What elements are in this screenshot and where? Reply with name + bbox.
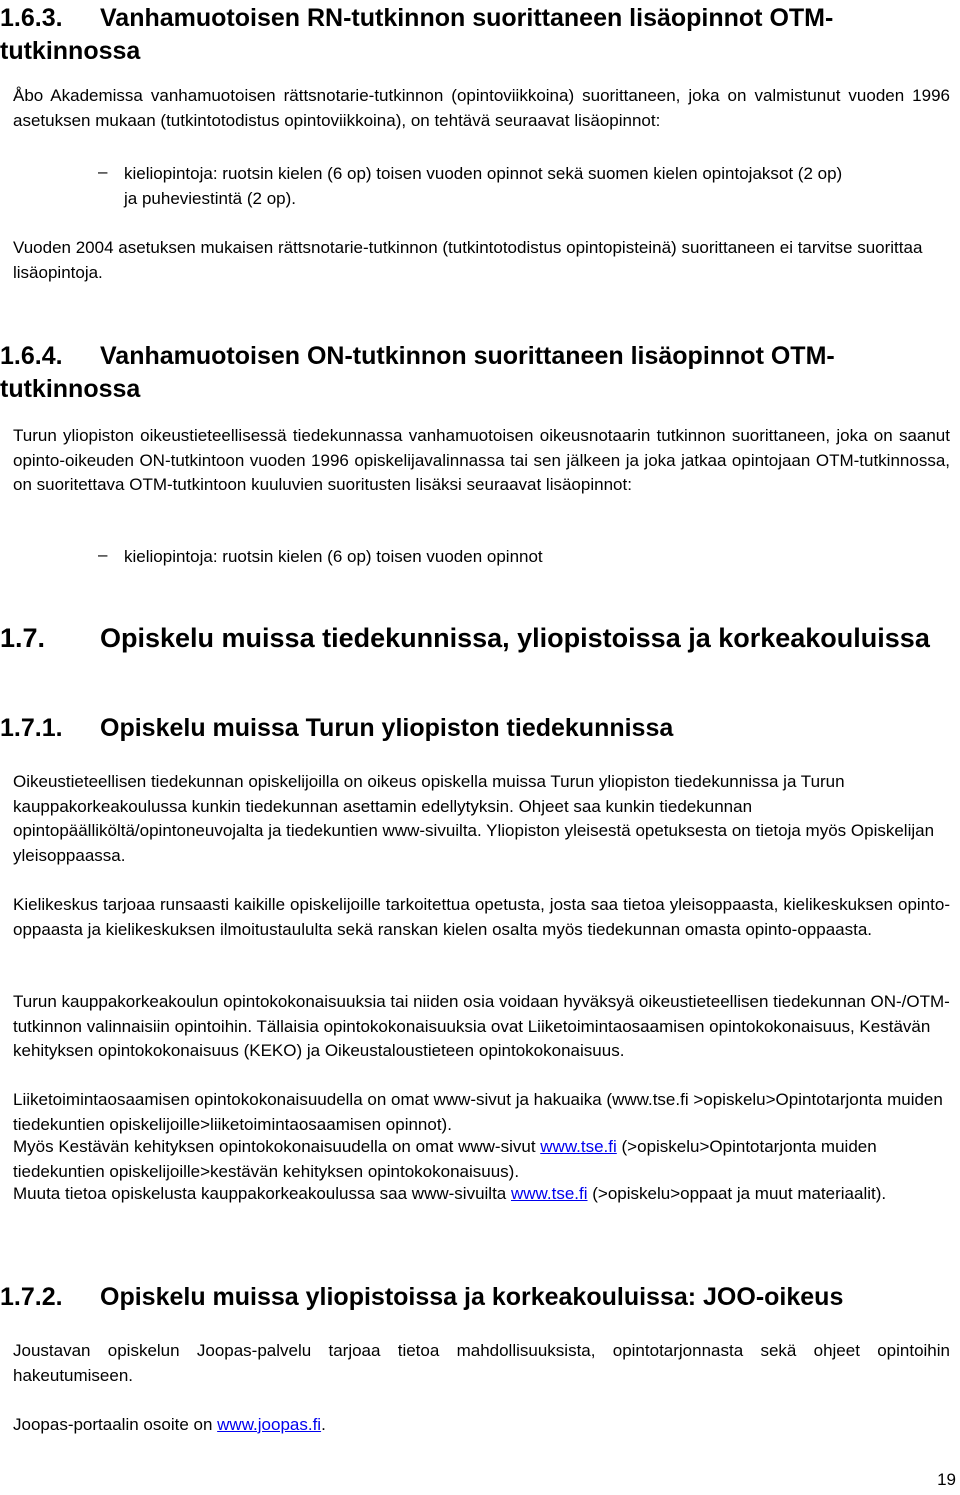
text: (>opiskelu>Opintotarjonta muiden tiedekuntien opiskelijoille>kestävän kehityksen opintokokonaisuus). — [13, 1137, 877, 1181]
paragraph-muut-tiedekunnat: Oikeustieteellisen tiedekunnan opiskelijoilla on oikeus opiskella muissa Turun yliopiston tiedekunnissa ja Turun kauppakorkeakoulussa kunkin tiedekunnan asettamin edellytyksin. Ohjeet saa kunkin tiedekunnan opintopäälliköltä/opintoneuvojalta ja tiedekuntien www-sivuilta. Yliopiston yleisestä opetuksesta on tietoja myös Opiskelijan yleisoppaassa. — [13, 772, 935, 865]
heading-1-6-3 — [0, 2, 940, 68]
paragraph-liiketoimintaosaaminen: Liiketoimintaosaamisen opintokokonaisuudella on omat www-sivut ja hakuaika (www.tse.fi >opiskelu>Opintotarjonta muiden tiedekuntien opiskelijoille>liiketoimintaosaamisen opinnot). — [13, 1090, 943, 1134]
text: . — [321, 1415, 326, 1434]
heading-1-7 — [0, 622, 940, 655]
paragraph-abo-akademi: Åbo Akademissa vanhamuotoisen rättsnotarie-tutkinnon (opintoviikkoina) suorittaneen, joka on valmistunut vuoden 1996 asetuksen mukaan (tutkintotodistus opintoviikkoina), on tehtävä seuraavat lisäopinnot: — [13, 86, 950, 130]
tse-link[interactable]: www.tse.fi — [540, 1137, 617, 1156]
page-number: 19 — [937, 1470, 956, 1489]
heading-1-7-1 — [0, 712, 940, 745]
text: Joopas-portaalin osoite on — [13, 1415, 218, 1434]
paragraph-kielikeskus: Kielikeskus tarjoaa runsaasti kaikille opiskelijoille tarkoitettua opetusta, josta saa tietoa yleisoppaasta, kielikeskuksen opinto-oppaasta ja kielikeskuksen ilmoitustaululta sekä ranskan kielen osalta myös tiedekunnan omasta opinto-oppaasta. — [13, 895, 950, 939]
text: Muuta tietoa opiskelusta kauppakorkeakoulussa saa www-sivuilta — [13, 1184, 511, 1203]
paragraph-kauppakorkeakoulu: Turun kauppakorkeakoulun opintokokonaisuuksia tai niiden osia voidaan hyväksyä oikeustieteellisen tiedekunnan ON-/OTM-tutkinnon valinnaisiin opintoihin. Tällaisia opintokokonaisuuksia ovat Liiketoimintaosaamisen opintokokonaisuus, Kestävän kehityksen opintokokonaisuus (KEKO) ja Oikeustaloustieteen opintokokonaisuus. — [13, 992, 950, 1060]
heading-1-6-4 — [0, 340, 940, 406]
text: (>opiskelu>oppaat ja muut materiaalit). — [587, 1184, 887, 1203]
bullet-dash: – — [98, 162, 108, 181]
heading-title: Vanhamuotoisen ON-tutkinnon suorittaneen lisäopinnot OTM-tutkinnossa — [0, 342, 835, 403]
heading-title: Vanhamuotoisen RN-tutkinnon suorittaneen lisäopinnot OTM-tutkinnossa — [0, 4, 834, 65]
heading-title: Opiskelu muissa tiedekunnissa, yliopistoissa ja korkeakouluissa — [100, 623, 930, 653]
paragraph-joopas-osoite — [13, 1413, 950, 1438]
heading-title: Opiskelu muissa Turun yliopiston tiedekunnissa — [100, 714, 674, 742]
paragraph-2004-asetus: Vuoden 2004 asetuksen mukaisen rättsnotarie-tutkinnon (tutkintotodistus opintopisteinä) suorittaneen ei tarvitse suorittaa lisäopintoja. — [13, 238, 923, 282]
paragraph-kestava-kehitys — [13, 1135, 950, 1184]
heading-number: 1.6.4. — [0, 342, 63, 370]
heading-number: 1.7.1. — [0, 714, 63, 742]
paragraph-muuta-tietoa — [13, 1182, 950, 1207]
tse-link[interactable]: www.tse.fi — [510, 1184, 588, 1203]
heading-number: 1.7.2. — [0, 1283, 63, 1311]
joopas-link[interactable]: www.joopas.fi — [217, 1415, 322, 1434]
text: Myös Kestävän kehityksen opintokokonaisuudella on omat www-sivut — [13, 1137, 541, 1156]
list-item-text: kieliopintoja: ruotsin kielen (6 op) toisen vuoden opinnot sekä suomen kielen opintojaksot (2 op) ja puheviestintä (2 op). — [124, 164, 843, 208]
heading-number: 1.7. — [0, 623, 46, 653]
list-item-text: kieliopintoja: ruotsin kielen (6 op) toisen vuoden opinnot — [124, 547, 543, 566]
paragraph-on-tutkinto: Turun yliopiston oikeustieteellisessä tiedekunnassa vanhamuotoisen oikeusnotaarin tutkinnon suorittaneen, joka on saanut opinto-oikeuden ON-tutkintoon vuoden 1996 opiskelijavalinnassa tai sen jälkeen ja joka jatkaa opintojaan OTM-tutkinnossa, on suoritettava OTM-tutkintoon kuuluvien suoritusten lisäksi seuraavat lisäopinnot: — [13, 426, 950, 494]
paragraph-joopas: Joustavan opiskelun Joopas-palvelu tarjoaa tietoa mahdollisuuksista, opintotarjonnasta sekä ohjeet opintoihin hakeutumiseen. — [13, 1341, 950, 1385]
heading-1-7-2 — [0, 1281, 940, 1314]
bullet-dash: – — [98, 545, 108, 564]
heading-title: Opiskelu muissa yliopistoissa ja korkeakouluissa: JOO-oikeus — [100, 1283, 844, 1311]
heading-number: 1.6.3. — [0, 4, 63, 32]
